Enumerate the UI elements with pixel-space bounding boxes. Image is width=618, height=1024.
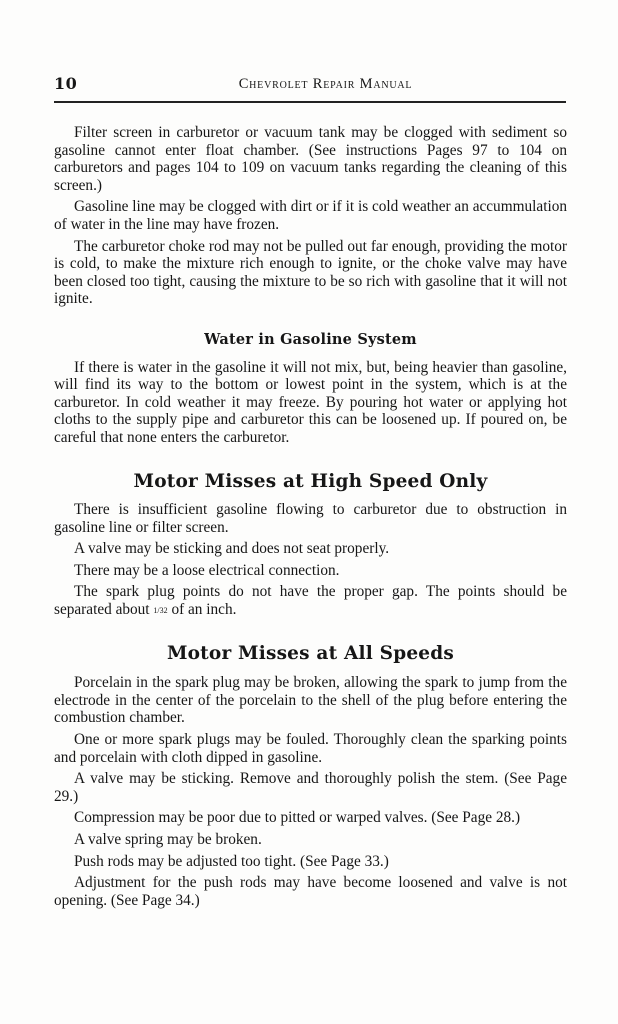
paragraph-spark-gap [54, 583, 567, 619]
section-heading-all-speeds: Motor Misses at All Speeds [166, 642, 455, 664]
header-rule [54, 101, 566, 103]
paragraph-compression: Compression may be poor due to pitted or warped valves. (See Page 28.) [74, 809, 521, 827]
paragraph-choke-rod: The carburetor choke rod may not be pulled out far enough, providing the motor is cold, to make the mixture rich enough to ignite, or the choke valve may have been closed too tight, causing the mixture to be so rich with gasoline that it will not ignite. [54, 237, 567, 308]
paragraph-valve-spring: A valve spring may be broken. [74, 831, 262, 848]
paragraph-loose-connection: There may be a loose electrical connection. [74, 561, 340, 579]
paragraph-push-rods-loosened: Adjustment for the push rods may have become loosened and valve is not opening. (See Page 34.) [54, 874, 567, 909]
section-heading-water-in-gasoline: Water in Gasoline System [204, 330, 417, 348]
paragraph-water-in-gasoline: If there is water in the gasoline it will not mix, but, being heavier than gasoline, will find its way to the bottom or lowest point in the system, which is at the carburetor. In cold weather it may freeze. By pouring hot water or applying hot cloths to the supply pipe and carburetor this can be loosened up. If poured on, be careful that none enters the carburetor. [54, 358, 567, 446]
page-number: 10 [54, 74, 78, 93]
spark-gap-tail: of an inch. [167, 601, 237, 619]
gap-fraction: 1/32 [153, 606, 168, 616]
spark-gap-text: The spark plug points do not have the proper gap. The points should be separated about [54, 583, 567, 619]
paragraph-filter-screen: Filter screen in carburetor or vacuum tank may be clogged with sediment so gasoline cannot enter float chamber. (See instructions Pages 97 to 104 on carburetors and pages 104 to 109 on vacuum tanks regarding the cleaning of this screen.) [54, 124, 567, 194]
paragraph-porcelain: Porcelain in the spark plug may be broken, allowing the spark to jump from the electrode in the center of the porcelain to the shell of the plug before entering the combustion chamber. [54, 674, 567, 727]
section-heading-high-speed: Motor Misses at High Speed Only [133, 470, 488, 492]
running-head [54, 70, 567, 98]
manual-page [54, 70, 567, 913]
paragraph-push-rods-tight: Push rods may be adjusted too tight. (See Page 33.) [74, 852, 389, 870]
paragraph-valve-polish: A valve may be sticking. Remove and thoroughly polish the stem. (See Page 29.) [54, 770, 567, 805]
paragraph-valve-sticking: A valve may be sticking and does not seat properly. [74, 540, 390, 558]
running-title: Chevrolet Repair Manual [238, 76, 413, 92]
paragraph-insufficient-gasoline: There is insufficient gasoline flowing to carburetor due to obstruction in gasoline line or filter screen. [54, 501, 567, 536]
page-body [54, 124, 567, 909]
paragraph-gasoline-line: Gasoline line may be clogged with dirt or if it is cold weather an accummulation of water in the line may have frozen. [54, 198, 567, 233]
paragraph-plugs-fouled: One or more spark plugs may be fouled. Thoroughly clean the sparking points and porcelain with cloth dipped in gasoline. [54, 731, 567, 766]
